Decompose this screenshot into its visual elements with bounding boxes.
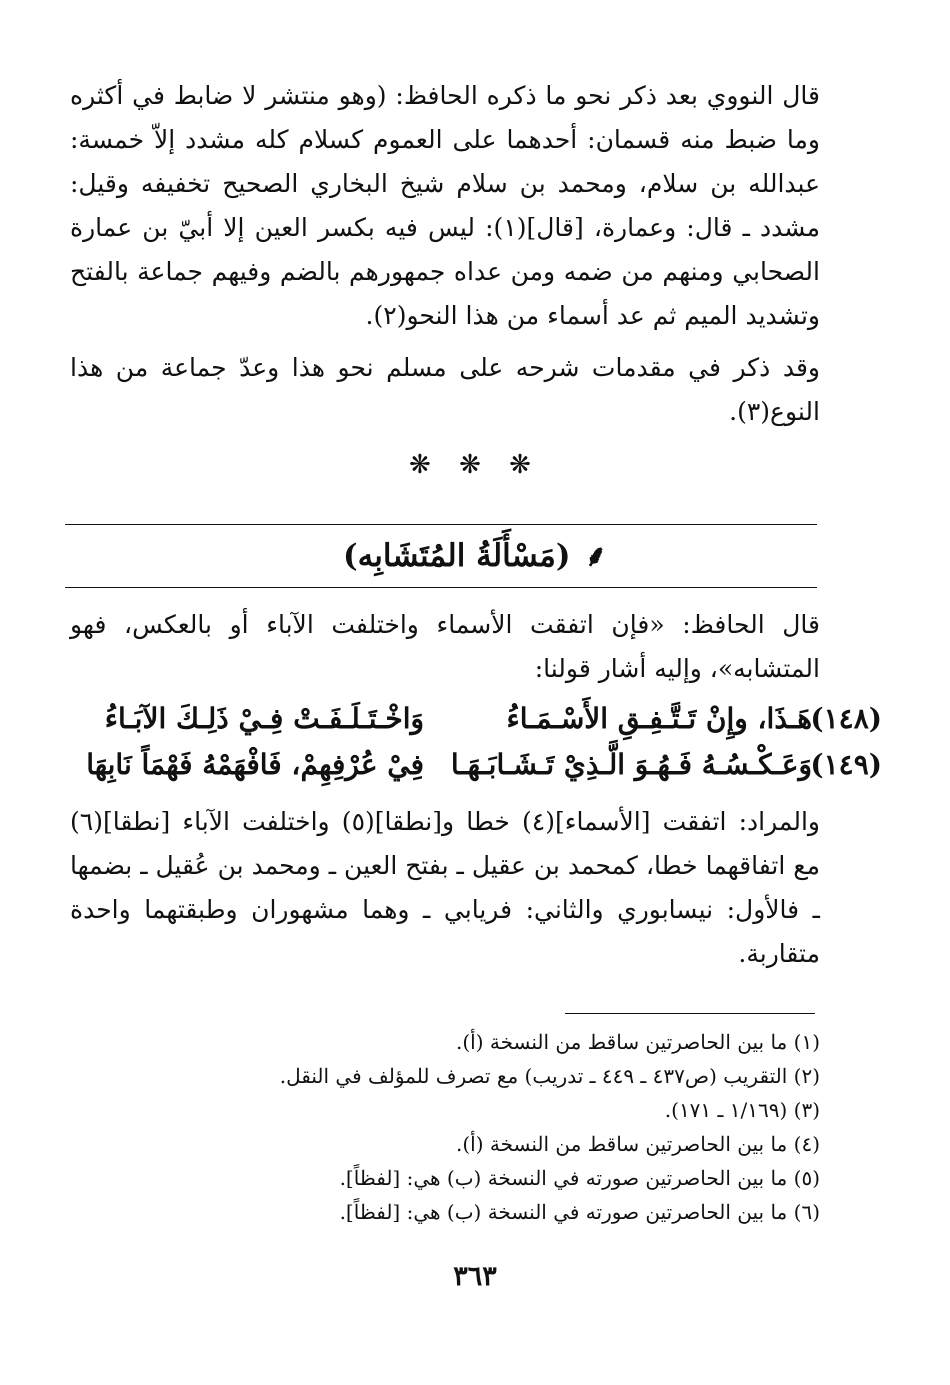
paragraph-nawawi-quote: قال النووي بعد ذكر نحو ما ذكره الحافظ: (وهو منتشر لا ضابط في أكثره وما ضبط منه قسمان: أحدهما على العموم كسلام كله مشدد إلاّ خمسة: عبدالله بن سلام، ومحمد بن سلام شيخ البخاري الصحيح تخفيفه وقيل: مشدد ـ قال: وعمارة، [قال](١): ليس فيه بكسر العين إلا أبيّ بن عمارة الصحابي ومنهم من ضمه ومن عداه جمهورهم بالضم وفيهم جماعة بالفتح وتشديد الميم ثم عد أسماء من هذا النحو(٢).: [70, 81, 820, 330]
footnote-separator: [565, 1013, 815, 1014]
paragraph-explanation: والمراد: اتفقت [الأسماء](٤) خطا و[نطقا](٥) واختلفت الآباء [نطقا](٦) مع اتفاقهما خطا، كمحمد بن عقيل ـ بفتح العين ـ ومحمد بن عُقيل ـ بضمها ـ فالأول: نيسابوري والثاني: فريابي ـ وهما مشهوران وطبقتهما واحدة متقاربة.: [70, 807, 820, 968]
page-number: ٣٦٣: [453, 1261, 497, 1292]
verse-second-hemistich: وَاخْـتَـلَـفَـتْ فِـيْ ذَلِـكَ الآبَـاءُ: [104, 702, 424, 735]
verse-number: (١٤٨): [810, 702, 882, 735]
heading-bottom-rule: [65, 587, 817, 588]
section-heading: [0, 530, 950, 583]
verse-first-hemistich: وَعَـكْـسُـهُ فَـهُـوَ الَّـذِيْ تَـشَـابَـهَـا: [450, 748, 812, 781]
footnote: (٤) ما بين الحاصرتين ساقط من النسخة (أ).: [455, 1132, 820, 1156]
footnote: (٢) التقريب (ص٤٣٧ ـ ٤٤٩ ـ تدريب) مع تصرف للمؤلف في النقل.: [279, 1064, 820, 1088]
heading-top-rule: [65, 524, 817, 525]
paragraph-muslim-intro: وقد ذكر في مقدمات شرحه على مسلم نحو هذا وعدّ جماعة من هذا النوع(٣).: [70, 353, 820, 426]
footnotes-list: [70, 1025, 820, 1229]
footnote: (٦) ما بين الحاصرتين صورته في النسخة (ب) هي: [لفظاً].: [339, 1200, 820, 1224]
footnote: (١) ما بين الحاصرتين ساقط من النسخة (أ).: [455, 1030, 820, 1054]
paragraph-hafiz-definition: قال الحافظ: «فإن اتفقت الأسماء واختلفت الآباء أو بالعكس، فهو المتشابه»، وإليه أشار قولنا:: [70, 610, 820, 683]
footnote: (٥) ما بين الحاصرتين صورته في النسخة (ب) هي: [لفظاً].: [339, 1166, 820, 1190]
palm-tree-icon: ⸙: [584, 539, 608, 574]
verse-line: [64, 702, 882, 748]
section-separator-ornament: ❋ ❋ ❋: [409, 450, 541, 480]
verse-line: [64, 748, 882, 794]
verse-second-hemistich: فِيْ عُرْفِهِمْ، فَافْهَمْهُ فَهْمَاً نَابِهَا: [86, 748, 424, 781]
verse-number: (١٤٩): [810, 748, 882, 781]
footnote: (٣) (١/١٦٩ ـ ١٧١).: [664, 1098, 820, 1122]
section-title: (مَسْأَلَةُ المُتَشَابِه): [342, 538, 571, 574]
verse-first-hemistich: هَـذَا، وإِنْ تَـتَّـفِـقِ الأَسْـمَـاءُ: [506, 702, 812, 735]
